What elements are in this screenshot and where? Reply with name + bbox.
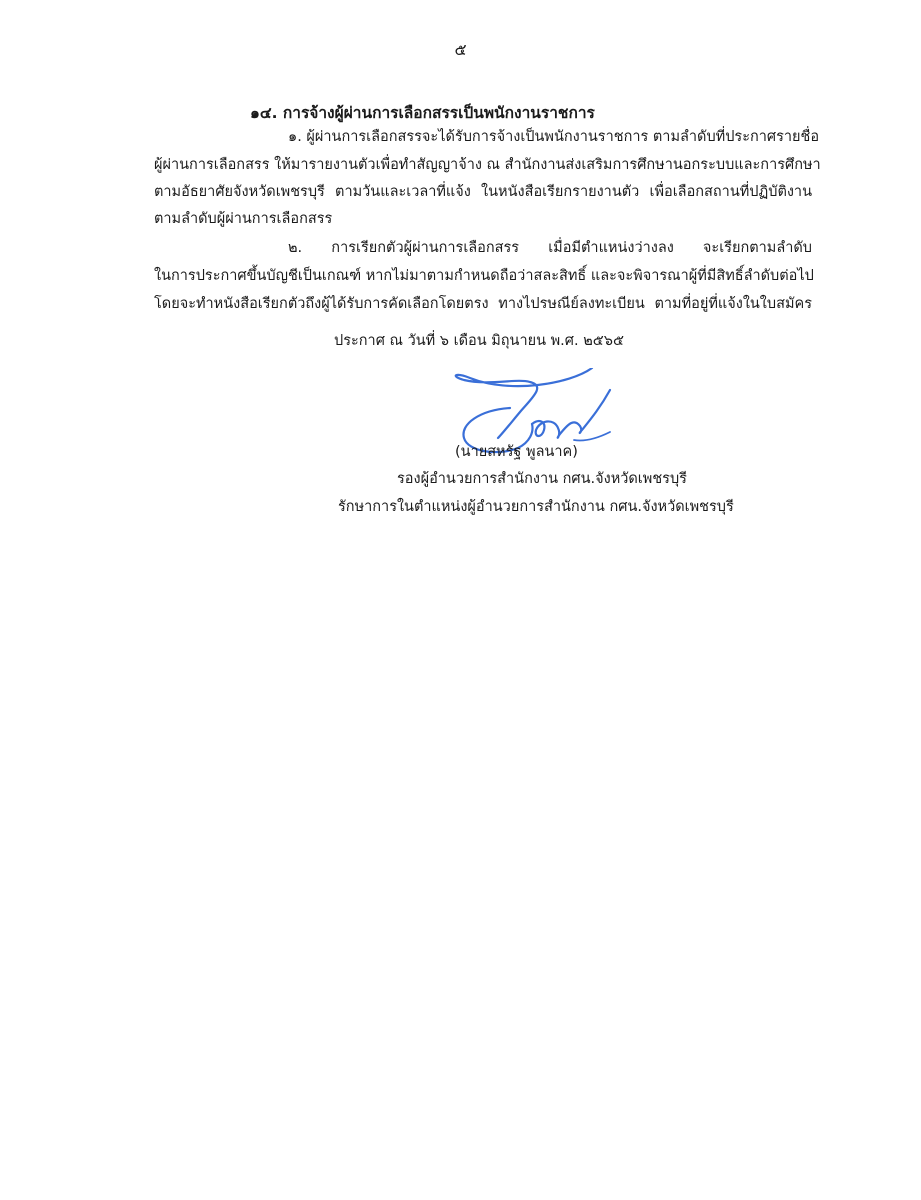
item1-line-3: ตามอัธยาศัยจังหวัดเพชรบุรี ตามวันและเวลาที่แจ้ง ในหนังสือเรียกรายงานตัว เพื่อเลือกสถานที่ปฏิบัติงาน <box>154 184 812 200</box>
item1-line-2: ผู้ผ่านการเลือกสรร ให้มารายงานตัวเพื่อทำสัญญาจ้าง ณ สำนักงานส่งเสริมการศึกษานอกระบบและการศึกษา <box>154 157 821 173</box>
page-number: ๕ <box>454 40 467 59</box>
item1-line-1: ๑. ผู้ผ่านการเลือกสรรจะได้รับการจ้างเป็นพนักงานราชการ ตามลำดับที่ประกาศรายชื่อ <box>288 129 820 145</box>
signatory-position-1: รองผู้อำนวยการสำนักงาน กศน.จังหวัดเพชรบุรี <box>397 471 687 487</box>
item1-line-4: ตามลำดับผู้ผ่านการเลือกสรร <box>154 211 333 227</box>
section-heading: ๑๔. การจ้างผู้ผ่านการเลือกสรรเป็นพนักงานราชการ <box>250 104 595 122</box>
announcement-date: ประกาศ ณ วันที่ ๖ เดือน มิถุนายน พ.ศ. ๒๕๖๕ <box>334 333 624 349</box>
item2-line-3: โดยจะทำหนังสือเรียกตัวถึงผู้ได้รับการคัดเลือกโดยตรง ทางไปรษณีย์ลงทะเบียน ตามที่อยู่ที่แจ้งในใบสมัคร <box>154 296 812 312</box>
item2-line-1: ๒. การเรียกตัวผู้ผ่านการเลือกสรร เมื่อมีตำแหน่งว่างลง จะเรียกตามลำดับ <box>288 240 812 256</box>
item2-line-2: ในการประกาศขึ้นบัญชีเป็นเกณฑ์ หากไม่มาตามกำหนดถือว่าสละสิทธิ์ และจะพิจารณาผู้ที่มีสิทธิ์ลำดับต่อไป <box>154 268 814 284</box>
signatory-name: (นายสหรัฐ พูลนาค) <box>455 444 578 460</box>
signatory-position-2: รักษาการในตำแหน่งผู้อำนวยการสำนักงาน กศน.จังหวัดเพชรบุรี <box>338 499 734 515</box>
